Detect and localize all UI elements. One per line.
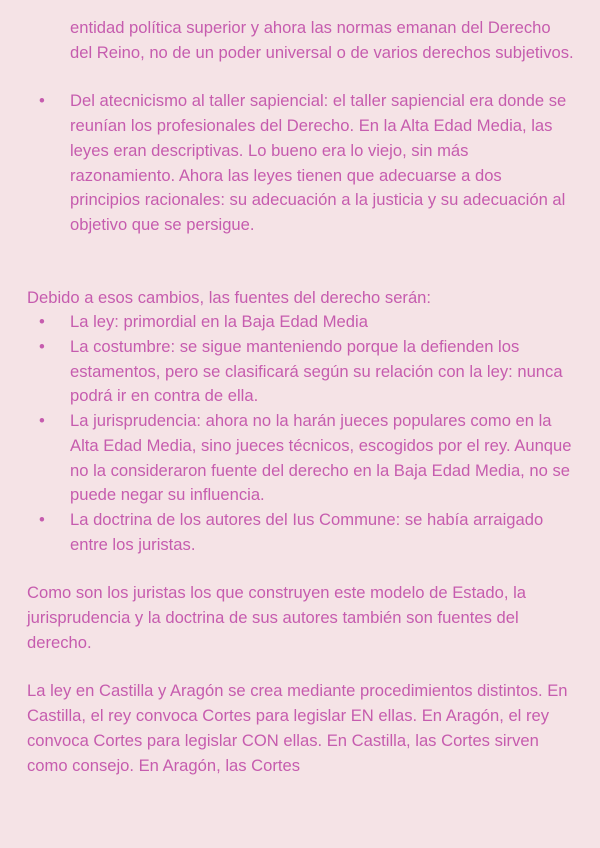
fuentes-intro: Debido a esos cambios, las fuentes del derecho serán: <box>27 287 432 307</box>
spacer <box>27 65 574 89</box>
fuentes-list <box>27 310 574 557</box>
list-item-text: La costumbre: se sigue manteniendo porque la defienden los estamentos, pero se clasificará según su relación con la ley: nunca podrá ir en contra de ella. <box>70 337 563 406</box>
bullet-icon: • <box>39 337 45 357</box>
list-item-text: Del atecnicismo al taller sapiencial: el taller sapiencial era donde se reunían los profesionales del Derecho. En la Alta Edad Media, las leyes eran descriptivas. Lo bueno era lo viejo, sin más razonamiento. Ahora las leyes tienen que adecuarse a dos principios racionales: su adecuación a la justicia y su adecuación al objetivo que se persigue. <box>70 91 567 234</box>
list-item <box>27 335 574 409</box>
list-item <box>27 310 574 335</box>
list-item-text: La ley: primordial en la Baja Edad Media <box>70 312 368 332</box>
list-item <box>27 508 574 557</box>
list-item <box>27 409 574 508</box>
list-item-text: La jurisprudencia: ahora no la harán jueces populares como en la Alta Edad Media, sino jueces técnicos, escogidos por el rey. Aunque no la consideraron fuente del derecho en la Baja Edad Media, no se puede negar su influencia. <box>70 411 572 505</box>
juristas-paragraph: Como son los juristas los que construyen este modelo de Estado, la jurisprudencia y la doctrina de sus autores también son fuentes del derecho. <box>27 583 527 652</box>
bullet-icon: • <box>39 411 45 431</box>
bullet-icon: • <box>39 509 45 529</box>
spacer <box>27 238 574 286</box>
bullet-icon: • <box>39 312 45 332</box>
continuation-paragraph: entidad política superior y ahora las normas emanan del Derecho del Reino, no de un poder universal o de varios derechos subjetivos. <box>70 18 574 62</box>
spacer <box>27 557 574 581</box>
bullet-icon: • <box>39 91 45 111</box>
list-item-text: La doctrina de los autores del Ius Commune: se había arraigado entre los juristas. <box>70 509 544 554</box>
spacer <box>27 655 574 679</box>
taller-list <box>27 89 574 237</box>
list-item <box>27 89 574 237</box>
castilla-aragon-paragraph: La ley en Castilla y Aragón se crea mediante procedimientos distintos. En Castilla, el rey convoca Cortes para legislar EN ellas. En Aragón, el rey convoca Cortes para legislar CON ellas. En Castilla, las Cortes sirven como consejo. En Aragón, las Cortes <box>27 681 568 775</box>
